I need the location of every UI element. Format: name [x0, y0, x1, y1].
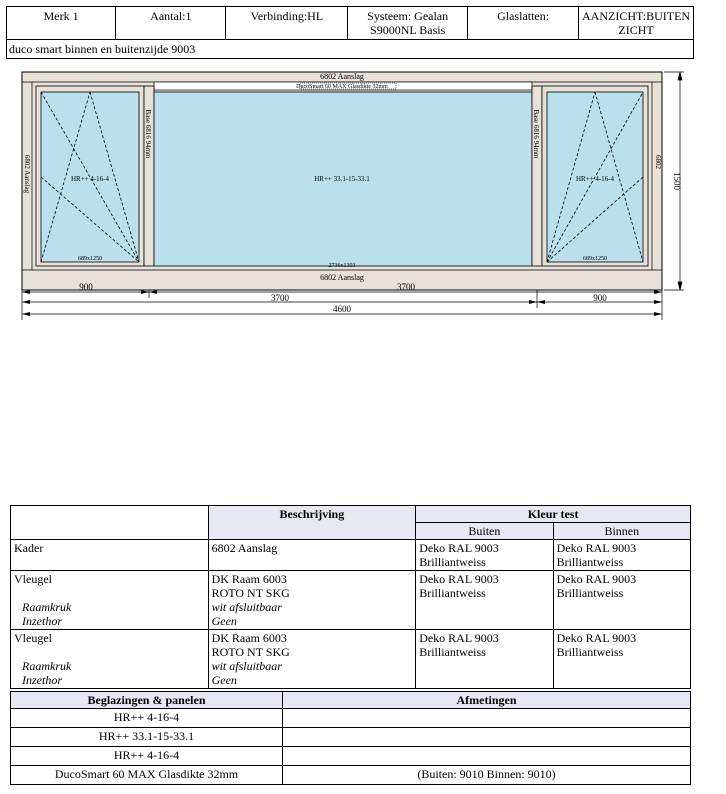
glazing-cell: HR++ 33.1-15-33.1: [11, 728, 283, 747]
glazing-header-label: Beglazingen & panelen: [87, 693, 206, 707]
row-name: Vleugel: [14, 572, 52, 586]
dim-left: 900: [79, 282, 93, 292]
systeem-line-2: S9000NL Basis: [370, 23, 446, 37]
bottom-label: 6802 Aanslag: [320, 273, 364, 282]
buiten-label: Buiten: [468, 524, 501, 538]
right-size: 689x1250: [583, 256, 607, 262]
kleur-label: Kleur test: [527, 507, 579, 521]
beschrijving-label: Beschrijving: [279, 507, 345, 521]
table-row: [11, 540, 691, 571]
vent-label: DucoSmart 60 MAX Glasdikte 32mm: [296, 84, 388, 90]
row-desc-3: wit afsluitbaar: [211, 659, 282, 673]
row-buiten-cell: [416, 630, 553, 689]
mullion-right-label: Base 6816 94mm: [532, 109, 540, 159]
table-row: [11, 709, 691, 728]
row-sub-2: Inzethor: [22, 614, 62, 628]
row-sub-1: Raamkruk: [22, 600, 72, 614]
window-drawing: [0, 62, 700, 324]
table-row: [11, 630, 691, 689]
row-binnen-1: Deko RAL 9003: [556, 541, 637, 555]
note-text: duco smart binnen en buitenzijde 9003: [9, 42, 196, 56]
left-glass-label: HR++ 4-16-4: [70, 175, 110, 183]
height-dim-label: 1500: [672, 172, 682, 190]
desc-header-buiten: [416, 523, 553, 540]
row-name-cell: [11, 630, 209, 689]
row-desc-cell: [208, 540, 416, 571]
row-desc-1: DK Raam 6003: [211, 572, 287, 586]
systeem-cell: [348, 7, 468, 40]
merk-cell: [7, 7, 116, 40]
row-desc-2: ROTO NT SKG: [211, 586, 290, 600]
afmetingen-header: [283, 692, 691, 709]
note-cell: [7, 40, 694, 59]
row-sub-1: Raamkruk: [22, 659, 72, 673]
systeem-line-1: Systeem: Gealan: [367, 9, 449, 23]
row-buiten-2: Brilliantweiss: [419, 645, 486, 659]
glazing-cell: DucoSmart 60 MAX Glasdikte 32mm: [11, 766, 283, 785]
row-desc-1: 6802 Aanslag: [211, 541, 278, 555]
row-binnen-1: Deko RAL 9003: [556, 572, 637, 586]
dim-center-b: 3700: [271, 293, 289, 303]
row-sub-2: Inzethor: [22, 673, 62, 687]
row-desc-cell: [208, 571, 416, 630]
row-name: Kader: [14, 541, 44, 555]
aanzicht-line-2: ZICHT: [618, 23, 654, 37]
row-desc-2: ROTO NT SKG: [211, 645, 290, 659]
afmetingen-header-label: Afmetingen: [456, 693, 517, 707]
afmetingen-cell: (Buiten: 9010 Binnen: 9010): [283, 766, 691, 785]
aanzicht-line-1: AANZICHT:BUITEN: [582, 9, 691, 23]
aantal-cell: [116, 7, 226, 40]
glaslatten-cell: [468, 7, 579, 40]
row-name-cell: [11, 540, 209, 571]
center-size: 2736x1303: [328, 263, 356, 269]
header-table: [6, 6, 694, 59]
table-row: [11, 766, 691, 785]
row-binnen-cell: [553, 571, 690, 630]
dim-center-a: 3700: [397, 282, 415, 292]
glazing-table: [10, 691, 691, 785]
row-buiten-cell: [416, 571, 553, 630]
glazing-header: [11, 692, 283, 709]
afmetingen-cell: [283, 747, 691, 766]
verbinding-label: Verbinding:HL: [250, 9, 324, 23]
table-row: [11, 571, 691, 630]
afmetingen-cell: [283, 728, 691, 747]
row-buiten-2: Brilliantweiss: [419, 555, 486, 569]
table-row: [11, 747, 691, 766]
row-binnen-cell: [553, 540, 690, 571]
row-buiten-cell: [416, 540, 553, 571]
binnen-label: Binnen: [604, 524, 640, 538]
desc-header-beschrijving: [208, 506, 416, 540]
row-buiten-1: Deko RAL 9003: [419, 541, 499, 555]
table-row: [11, 728, 691, 747]
afmetingen-cell: [283, 709, 691, 728]
right-side-label: 6802: [654, 155, 662, 169]
aanzicht-cell: [579, 7, 694, 40]
dim-total: 4600: [333, 304, 351, 314]
center-glass-label: HR++ 33.1-15-33.1: [314, 175, 370, 183]
row-binnen-2: Brilliantweiss: [556, 645, 624, 659]
mullion-left-label: Base 6816 94mm: [144, 109, 152, 159]
row-desc-cell: [208, 630, 416, 689]
merk-label: Merk 1: [43, 9, 79, 23]
row-binnen-2: Brilliantweiss: [556, 555, 624, 569]
glaslatten-label: Glaslatten:: [497, 9, 550, 23]
row-binnen-2: Brilliantweiss: [556, 586, 624, 600]
description-table: [10, 505, 691, 689]
row-buiten-1: Deko RAL 9003: [419, 631, 499, 645]
glazing-cell: HR++ 4-16-4: [11, 747, 283, 766]
row-name-cell: [11, 571, 209, 630]
row-desc-4: Geen: [211, 614, 237, 628]
left-size: 689x1250: [78, 256, 102, 262]
row-binnen-1: Deko RAL 9003: [556, 631, 637, 645]
row-buiten-2: Brilliantweiss: [419, 586, 486, 600]
row-desc-4: Geen: [211, 673, 237, 687]
dim-right: 900: [593, 293, 607, 303]
desc-empty-header: [11, 506, 209, 540]
row-name: Vleugel: [14, 631, 52, 645]
desc-header-kleur: [416, 506, 691, 523]
row-desc-3: wit afsluitbaar: [211, 600, 282, 614]
glazing-cell: HR++ 4-16-4: [11, 709, 283, 728]
desc-header-binnen: [553, 523, 690, 540]
top-label: 6802 Aanslag: [320, 72, 364, 81]
right-glass-label: HR++ 4-16-4: [575, 175, 615, 183]
row-buiten-1: Deko RAL 9003: [419, 572, 499, 586]
left-side-label: 6802 Aanslag: [23, 154, 31, 194]
row-desc-1: DK Raam 6003: [211, 631, 287, 645]
aantal-label: Aantal:1: [150, 9, 192, 23]
row-binnen-cell: [553, 630, 690, 689]
verbinding-cell: [226, 7, 348, 40]
